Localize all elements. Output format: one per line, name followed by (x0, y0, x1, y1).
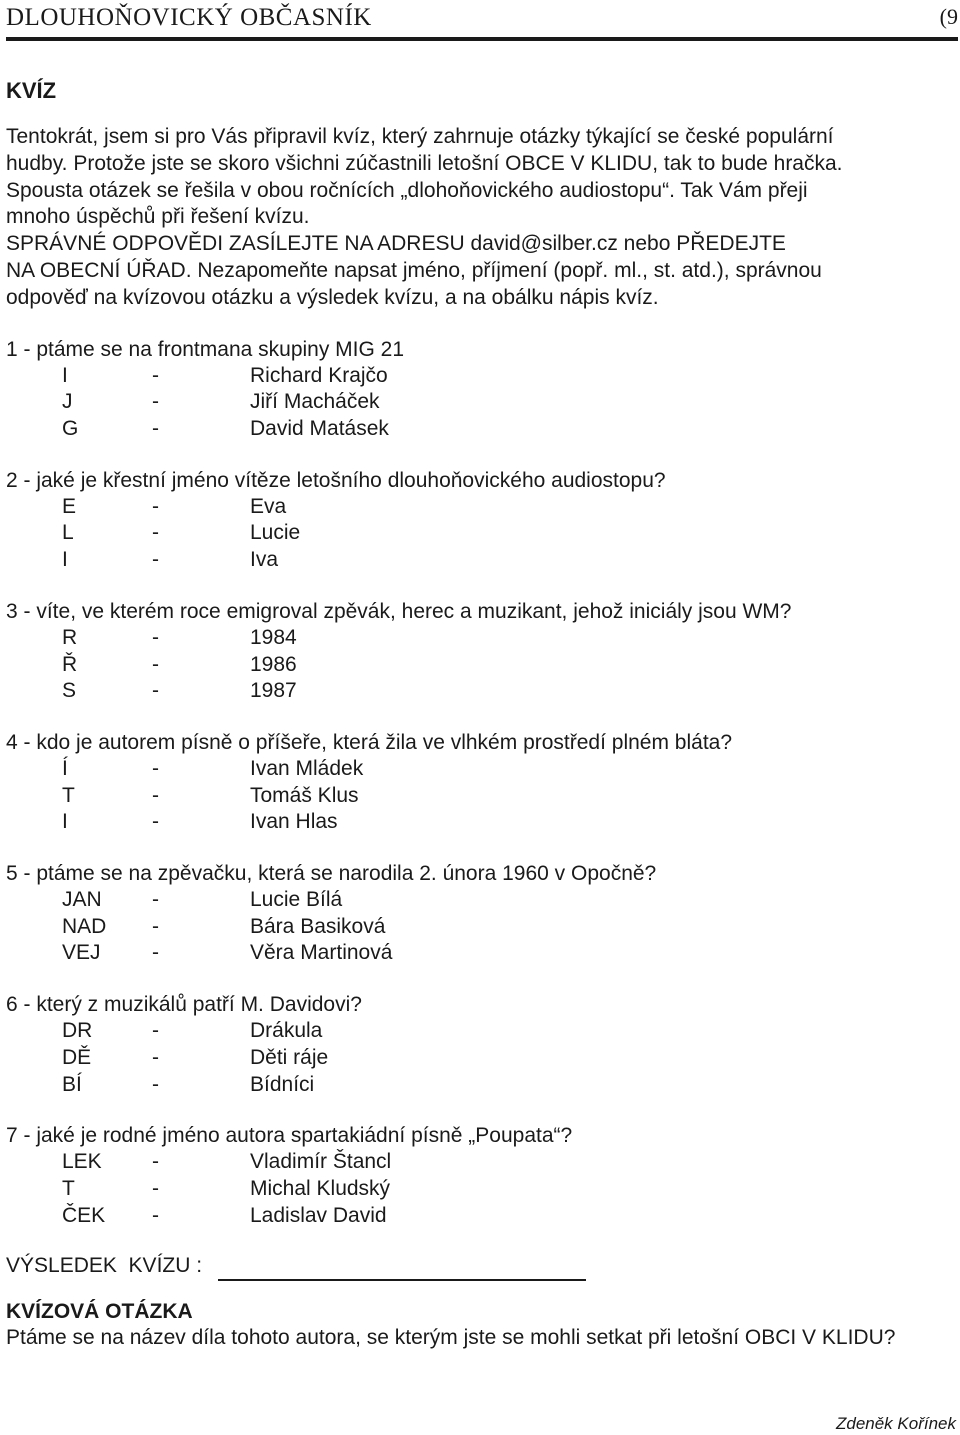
option-answer: Jiří Macháček (250, 390, 380, 414)
intro-line: SPRÁVNÉ ODPOVĚDI ZASÍLEJTE NA ADRESU david@silber.cz nebo PŘEDEJTE (6, 232, 786, 256)
option-code: G (62, 416, 79, 440)
quiz-question-6 (6, 991, 958, 1098)
option-code: Í (62, 756, 68, 780)
answer-option (6, 547, 958, 574)
quiz-question-3 (6, 598, 958, 705)
result-answer-line (218, 1257, 586, 1281)
answer-option (6, 363, 958, 390)
question-text: 6 - který z muzikálů patří M. Davidovi? (6, 993, 362, 1017)
answer-option (6, 809, 958, 836)
result-label: VÝSLEDEK KVÍZU : (6, 1254, 203, 1278)
option-code: I (62, 810, 68, 834)
option-answer: Ladislav David (250, 1203, 387, 1227)
answer-option (6, 416, 958, 443)
intro-line: hudby. Protože jste se skoro všichni zúčastnili letošní OBCE V KLIDU, tak to bude hračka. (6, 151, 843, 175)
author-signature: Zdeněk Kořínek (835, 1414, 956, 1433)
option-answer: Děti ráje (250, 1045, 329, 1069)
section-title: KVÍZ (6, 78, 57, 103)
answer-option (6, 1072, 958, 1099)
option-dash: - (152, 363, 159, 387)
answer-option (6, 1149, 958, 1176)
option-answer: Michal Kludský (250, 1176, 391, 1200)
masthead-title: DLOUHOŇOVICKÝ OBČASNÍK (6, 4, 372, 31)
option-code: J (62, 390, 73, 414)
intro-paragraph (6, 124, 958, 312)
intro-line: mnoho úspěchů při řešení kvízu. (6, 205, 310, 229)
intro-line: Spousta otázek se řešila v obou ročnících „dlohoňovického audiostopu“. Tak Vám přeji (6, 178, 808, 202)
option-code: E (62, 494, 77, 518)
quiz-question-2 (6, 467, 958, 574)
option-code: NAD (62, 914, 107, 938)
answer-option (6, 389, 958, 416)
option-dash: - (152, 783, 159, 807)
intro-line: Tentokrát, jsem si pro Vás připravil kvíz, který zahrnuje otázky týkající se české populární (6, 125, 834, 148)
option-code: LEK (62, 1150, 102, 1174)
answer-option (6, 652, 958, 679)
option-dash: - (152, 1176, 159, 1200)
answer-option (6, 520, 958, 547)
option-dash: - (152, 941, 159, 965)
option-dash: - (152, 521, 159, 545)
option-answer: Eva (250, 494, 287, 518)
page-header (6, 0, 958, 44)
option-answer: Věra Martinová (250, 941, 393, 965)
option-dash: - (152, 1203, 159, 1227)
answer-option (6, 1176, 958, 1203)
answer-option (6, 756, 958, 783)
answer-option (6, 940, 958, 967)
option-answer: 1984 (250, 625, 297, 649)
option-answer: David Matásek (250, 416, 389, 440)
article-content (6, 76, 958, 1351)
option-answer: 1986 (250, 652, 297, 676)
option-code: DĚ (62, 1045, 92, 1069)
option-dash: - (152, 810, 159, 834)
quiz-result (6, 1251, 958, 1281)
answer-option (6, 1018, 958, 1045)
option-code: VEJ (62, 941, 101, 965)
quiz-question-4 (6, 729, 958, 836)
question-text: 7 - jaké je rodné jméno autora spartakiádní písně „Poupata“? (6, 1124, 573, 1148)
option-dash: - (152, 756, 159, 780)
quiz-question-5 (6, 860, 958, 967)
option-code: L (62, 521, 74, 545)
option-answer: Drákula (250, 1019, 323, 1043)
option-dash: - (152, 1019, 159, 1043)
option-dash: - (152, 1072, 159, 1096)
answer-option (6, 678, 958, 705)
option-code: T (62, 1176, 75, 1200)
option-dash: - (152, 548, 159, 572)
option-answer: Lucie (250, 521, 301, 545)
intro-line: odpověď na kvízovou otázku a výsledek kvízu, a na obálku nápis kvíz. (6, 285, 659, 309)
option-code: S (62, 679, 77, 703)
answer-option (6, 494, 958, 521)
option-answer: Bára Basiková (250, 914, 386, 938)
header-rule (6, 37, 958, 41)
option-answer: Ivan Hlas (250, 810, 338, 834)
option-dash: - (152, 494, 159, 518)
option-answer: Tomáš Klus (250, 783, 359, 807)
option-code: I (62, 363, 68, 387)
option-code: JAN (62, 888, 102, 912)
option-code: DR (62, 1019, 93, 1043)
option-answer: Lucie Bílá (250, 888, 343, 912)
option-dash: - (152, 1150, 159, 1174)
option-dash: - (152, 390, 159, 414)
question-text: 2 - jaké je křestní jméno vítěze letošního dlouhoňovického audiostopu? (6, 468, 666, 492)
option-code: R (62, 625, 78, 649)
question-text: 1 - ptáme se na frontmana skupiny MIG 21 (6, 337, 405, 361)
answer-option (6, 1203, 958, 1230)
option-answer: Ivan Mládek (250, 756, 364, 780)
answer-option (6, 783, 958, 810)
question-text: 5 - ptáme se na zpěvačku, která se narodila 2. února 1960 v Opočně? (6, 862, 657, 886)
bonus-question-title: KVÍZOVÁ OTÁZKA (6, 1300, 193, 1324)
option-code: Ř (62, 652, 78, 676)
option-answer: Iva (250, 548, 279, 572)
option-dash: - (152, 416, 159, 440)
question-text: 3 - víte, ve kterém roce emigroval zpěvák, herec a muzikant, jehož iniciály jsou WM? (6, 599, 792, 623)
page-number: (9 (939, 4, 958, 29)
option-answer: Vladimír Štancl (250, 1150, 392, 1174)
answer-option (6, 625, 958, 652)
option-answer: 1987 (250, 679, 297, 703)
option-code: T (62, 783, 75, 807)
option-code: ČEK (62, 1203, 106, 1227)
option-dash: - (152, 679, 159, 703)
quiz-question-1 (6, 336, 958, 443)
option-dash: - (152, 652, 159, 676)
quiz-question-7 (6, 1122, 958, 1229)
answer-option (6, 887, 958, 914)
option-dash: - (152, 888, 159, 912)
option-answer: Bídníci (250, 1072, 315, 1096)
option-dash: - (152, 914, 159, 938)
option-code: BÍ (62, 1072, 82, 1096)
option-dash: - (152, 625, 159, 649)
answer-option (6, 914, 958, 941)
intro-line: NA OBECNÍ ÚŘAD. Nezapomeňte napsat jméno, příjmení (popř. ml., st. atd.), správnou (6, 258, 822, 282)
bonus-question-text: Ptáme se na název díla tohoto autora, se kterým jste se mohli setkat při letošní OBCI V KLIDU? (6, 1326, 896, 1350)
answer-option (6, 1045, 958, 1072)
option-dash: - (152, 1045, 159, 1069)
option-answer: Richard Krajčo (250, 363, 388, 387)
question-text: 4 - kdo je autorem písně o příšeře, která žila ve vlhkém prostředí plném bláta? (6, 730, 733, 754)
option-code: I (62, 548, 68, 572)
